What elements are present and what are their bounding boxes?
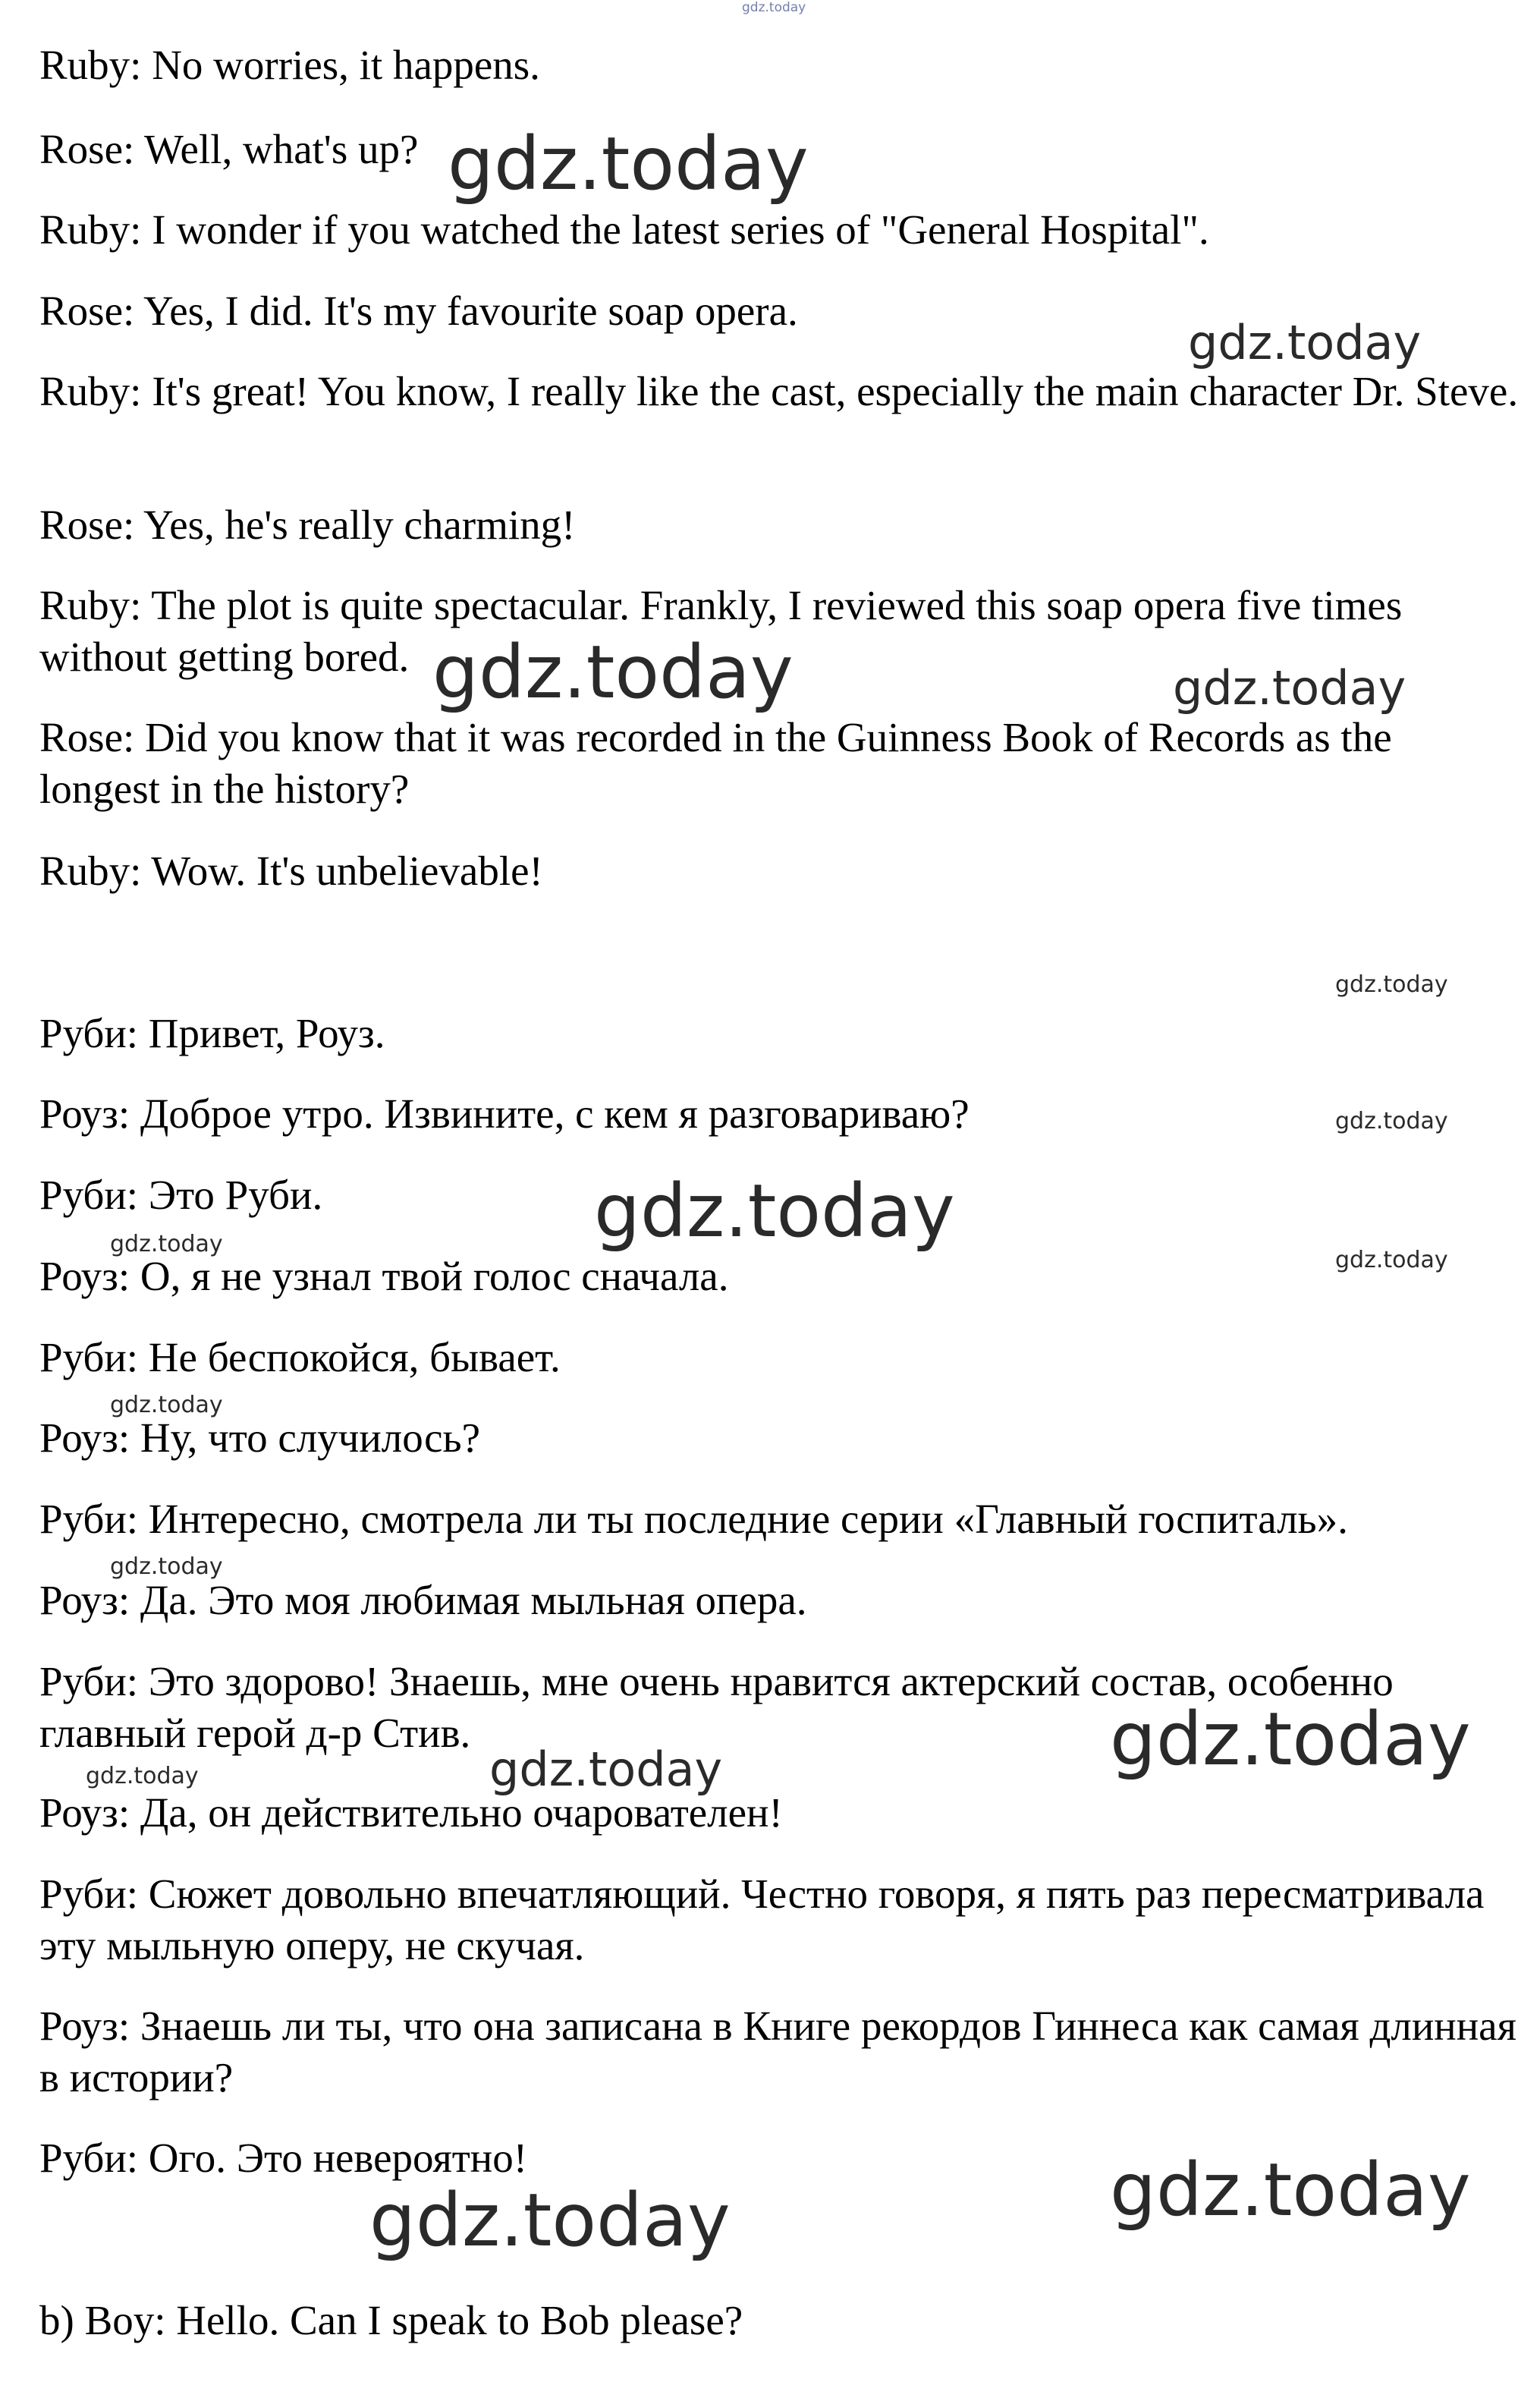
watermark: gdz.today: [369, 2178, 731, 2263]
dialogue-line: Ruby: The plot is quite spectacular. Frankly, I reviewed this soap opera five times without getting bored.: [39, 582, 1403, 680]
watermark: gdz.today: [1173, 660, 1406, 716]
watermark: gdz.today: [86, 1763, 199, 1789]
dialogue-line: Ruby: I wonder if you watched the latest series of "General Hospital".: [39, 206, 1209, 253]
watermark: gdz.today: [489, 1742, 723, 1797]
watermark: gdz.today: [432, 630, 794, 715]
dialogue-line: Rose: Yes, I did. It's my favourite soap opera.: [39, 288, 798, 334]
dialogue-line: Ruby: Wow. It's unbelievable!: [39, 848, 543, 894]
translation-line: Руби: Не беспокойся, бывает.: [39, 1334, 561, 1380]
watermark: gdz.today: [1188, 315, 1422, 370]
translation-line: Руби: Сюжет довольно впечатляющий. Честно говоря, я пять раз пересматривала эту мыльную оперу, не скучая.: [39, 1871, 1485, 1968]
dialogue-line: Rose: Well, what's up?: [39, 126, 419, 172]
translation-line: Руби: Интересно, смотрела ли ты последние серии «Главный госпиталь».: [39, 1496, 1348, 1542]
translation-line: Роуз: О, я не узнал твой голос сначала.: [39, 1253, 729, 1299]
translation-line: Руби: Это Руби.: [39, 1172, 323, 1218]
translation-line: Роуз: Доброе утро. Извините, с кем я разговариваю?: [39, 1090, 970, 1137]
translation-line: Руби: Ого. Это невероятно!: [39, 2135, 528, 2181]
watermark: gdz.today: [110, 1392, 223, 1418]
watermark: gdz.today: [594, 1169, 955, 1254]
watermark: gdz.today: [1110, 2148, 1471, 2233]
dialogue-line: Rose: Yes, he's really charming!: [39, 502, 576, 548]
dialogue-line: Rose: Did you know that it was recorded in the Guinness Book of Records as the longest in the history?: [39, 714, 1392, 812]
dialogue-line: Ruby: It's great! You know, I really like the cast, especially the main character Dr. Steve.: [39, 368, 1519, 414]
translation-line: Роуз: Ну, что случилось?: [39, 1414, 480, 1461]
watermark: gdz.today: [110, 1231, 223, 1257]
translation-line: Руби: Привет, Роуз.: [39, 1010, 385, 1056]
watermark: gdz.today: [110, 1553, 223, 1580]
watermark: gdz.today: [1335, 1108, 1448, 1134]
watermark: gdz.today: [742, 0, 806, 15]
translation-line: Роуз: Знаешь ли ты, что она записана в Книге рекордов Гиннеса как самая длинная в истории?: [39, 2003, 1516, 2100]
dialogue-line: Ruby: No worries, it happens.: [39, 42, 540, 88]
translation-line: Роуз: Да. Это моя любимая мыльная опера.: [39, 1577, 807, 1623]
exercise-line: b) Boy: Hello. Can I speak to Bob please?: [39, 2297, 743, 2343]
translation-line: Роуз: Да, он действительно очарователен!: [39, 1789, 783, 1836]
watermark: gdz.today: [448, 121, 809, 206]
watermark: gdz.today: [1110, 1697, 1471, 1782]
watermark: gdz.today: [1335, 971, 1448, 998]
translation-line: Руби: Это здорово! Знаешь, мне очень нравится актерский состав, особенно главный герой д-р Стив.: [39, 1658, 1394, 1756]
watermark: gdz.today: [1335, 1247, 1448, 1273]
